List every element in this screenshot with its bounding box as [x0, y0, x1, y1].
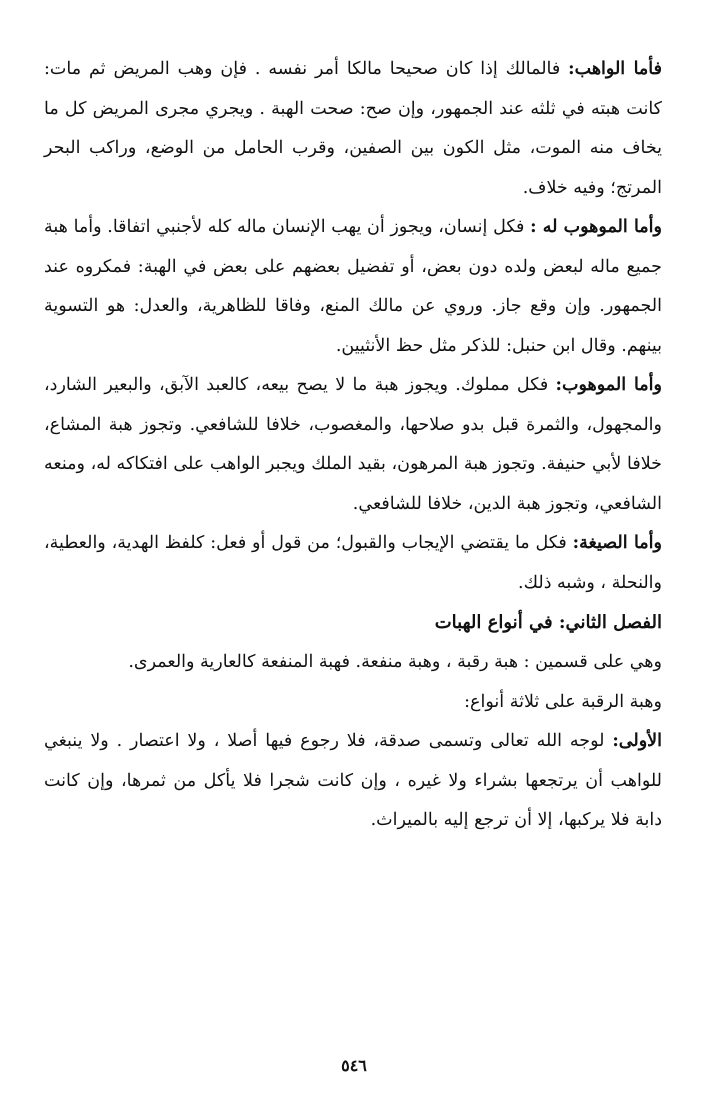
- page-number: ٥٤٦: [341, 1056, 367, 1075]
- paragraph-ownership-gift: [44, 683, 662, 723]
- paragraph-text: وهي على قسمين : هبة رقبة ، وهبة منفعة. فهبة المنفعة كالعارية والعمرى.: [128, 652, 662, 672]
- paragraph-text: فكل مملوك. ويجوز هبة ما لا يصح بيعه، كالعبد الآبق، والبعير الشارد، والمجهول، والثمرة قبل بدو صلاحها، والمغصوب، خلافا للشافعي. وتجوز هبة المشاع، خلافا لأبي حنيفة. وتجوز هبة المرهون، بقيد الملك ويجبر الواهب على افتكاكه له، ومنعه الشافعي، وتجوز هبة الدين، خلافا للشافعي.: [44, 375, 662, 514]
- paragraph-recipient: [44, 208, 662, 366]
- paragraph-text: فكل إنسان، ويجوز أن يهب الإنسان ماله كله لأجنبي اتفاقا. وأما هبة جميع ماله لبعض ولده دون بعض، أو تفضيل بعضهم على بعض في الهبة: فمكروه عند الجمهور. وإن وقع جاز. وروي عن مالك المنع، وفاقا للظاهرية، والعدل: هو التسوية بينهم. وقال ابن حنبل: للذكر مثل حظ الأنثيين.: [44, 217, 662, 356]
- paragraph-heading: وأما الموهوب له :: [530, 217, 662, 237]
- paragraph-text: لوجه الله تعالى وتسمى صدقة، فلا رجوع فيها أصلا ، ولا اعتصار . ولا ينبغي للواهب أن يرتجعها بشراء ولا غيره ، وإن كانت شجرا فلا يأكل من ثمرها، وإن كانت دابة فلا يركبها، إلا أن ترجع إليه بالميراث.: [44, 731, 662, 830]
- paragraph-text: فالمالك إذا كان صحيحا مالكا أمر نفسه . فإن وهب المريض ثم مات: كانت هبته في ثلثه عند الجمهور، وإن صح: صحت الهبة . ويجري مجرى المريض كل ما يخاف منه الموت، مثل الكون بين الصفين، وقرب الحامل من الوضع، وراكب البحر المرتج؛ وفيه خلاف.: [44, 59, 662, 198]
- paragraph-heading: وأما الصيغة:: [572, 533, 662, 553]
- paragraph-donor: [44, 50, 662, 208]
- paragraph-heading: فأما الواهب:: [568, 59, 662, 79]
- paragraph-heading: الأولى:: [612, 731, 662, 751]
- paragraph-text: وهبة الرقبة على ثلاثة أنواع:: [464, 691, 662, 712]
- paragraph-formula: [44, 524, 662, 603]
- paragraph-heading: وأما الموهوب:: [555, 375, 662, 395]
- paragraph-text: فكل ما يقتضي الإيجاب والقبول؛ من قول أو فعل: كلفظ الهدية، والعطية، والنحلة ، وشبه ذلك.: [44, 533, 662, 593]
- paragraph-gifted-item: [44, 366, 662, 524]
- document-body: [44, 50, 662, 841]
- chapter-title: الفصل الثاني: في أنواع الهبات: [434, 612, 662, 633]
- paragraph-first-type: [44, 722, 662, 841]
- paragraph-gift-types: [44, 643, 662, 683]
